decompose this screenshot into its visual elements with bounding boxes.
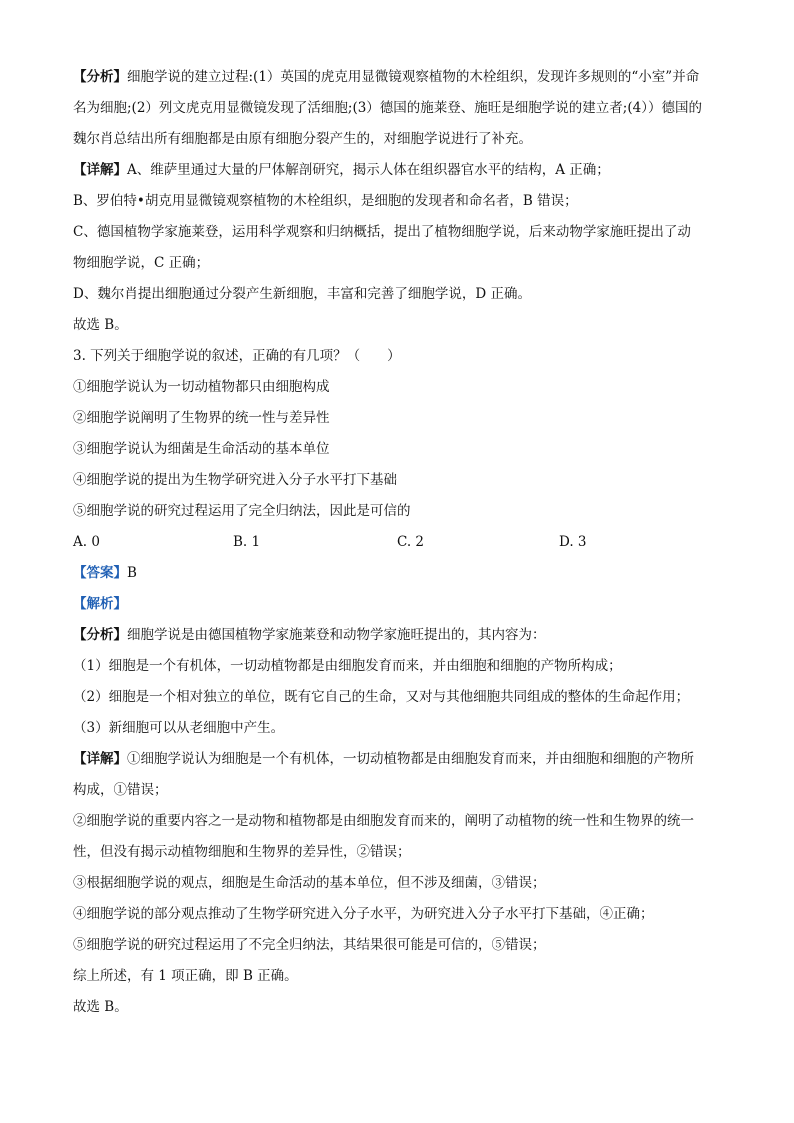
explanation-label: 【解析】	[73, 596, 127, 612]
q3-detail-3: ③根据细胞学说的观点，细胞是生命活动的基本单位，但不涉及细菌，③错误；	[73, 875, 546, 891]
q3-analysis	[73, 620, 725, 651]
q2-detail-line-b: B、罗伯特•胡克用显微镜观察植物的木栓组织，是细胞的发现者和命名者，B 错误；	[73, 193, 578, 209]
q3-conclusion: 故选 B。	[73, 999, 128, 1015]
option-d: D. 3	[559, 534, 587, 550]
q3-analysis-label: 【分析】	[73, 627, 127, 643]
q3-summary: 综上所述，有 1 项正确，即 B 正确。	[73, 968, 298, 984]
q3-point-2: （2）细胞是一个相对独立的单位，既有它自己的生命，又对与其他细胞共同组成的整体的生命起作用；	[73, 689, 690, 705]
option-a: A. 0	[73, 534, 100, 550]
q3-detail-2b: 性，但没有揭示动植物细胞和生物界的差异性，②错误；	[73, 844, 411, 860]
q3-options	[73, 527, 725, 558]
q2-analysis-line-2: 名为细胞;(2）列文虎克用显微镜发现了活细胞;(3）德国的施莱登、施旺是细胞学说的建立者;(4））德国的	[73, 100, 702, 116]
q3-point-1: （1）细胞是一个有机体，一切动植物都是由细胞发育而来，并由细胞和细胞的产物所构成；	[73, 658, 622, 674]
option-c: C. 2	[397, 534, 425, 550]
q3-analysis-text: 细胞学说是由德国植物学家施莱登和动物学家施旺提出的，其内容为：	[127, 627, 546, 643]
q2-analysis-line-3: 魏尔肖总结出所有细胞都是由原有细胞分裂产生的，对细胞学说进行了补充。	[73, 131, 532, 147]
document-page	[73, 62, 725, 1023]
answer-value: B	[127, 565, 137, 581]
q3-detail-2a: ②细胞学说的重要内容之一是动物和植物都是由细胞发育而来的，阐明了动植物的统一性和生物界的统一	[73, 813, 694, 829]
analysis-label: 【分析】	[73, 69, 127, 85]
q3-answer	[73, 558, 725, 589]
q3-statement-3: ③细胞学说认为细菌是生命活动的基本单位	[73, 441, 330, 457]
q3-stem: 3. 下列关于细胞学说的叙述，正确的有几项？（ ）	[73, 348, 401, 364]
q3-detail-4: ④细胞学说的部分观点推动了生物学研究进入分子水平，为研究进入分子水平打下基础，④正确；	[73, 906, 654, 922]
q2-detail-line-d: D、魏尔肖提出细胞通过分裂产生新细胞，丰富和完善了细胞学说，D 正确。	[73, 286, 531, 302]
detail-text-a: A、维萨里通过大量的尸体解剖研究，揭示人体在组织器官水平的结构，A 正确；	[127, 162, 610, 178]
q2-detail-line-c2: 物细胞学说，C 正确；	[73, 255, 210, 271]
option-b: B. 1	[233, 534, 261, 550]
q3-point-3: （3）新细胞可以从老细胞中产生。	[73, 720, 285, 736]
q2-analysis-line-1	[73, 62, 725, 93]
detail-label: 【详解】	[73, 162, 127, 178]
q3-statement-5: ⑤细胞学说的研究过程运用了完全归纳法，因此是可信的	[73, 503, 411, 519]
q3-detail-text-1a: ①细胞学说认为细胞是一个有机体，一切动植物都是由细胞发育而来，并由细胞和细胞的产物所	[127, 751, 694, 767]
q3-detail-5: ⑤细胞学说的研究过程运用了不完全归纳法，其结果很可能是可信的，⑤错误；	[73, 937, 546, 953]
q2-detail-line-c1: C、德国植物学家施莱登，运用科学观察和归纳概括，提出了植物细胞学说，后来动物学家施旺提出了动	[73, 224, 691, 240]
q3-statement-4: ④细胞学说的提出为生物学研究进入分子水平打下基础	[73, 472, 397, 488]
q3-statement-2: ②细胞学说阐明了生物界的统一性与差异性	[73, 410, 330, 426]
q2-conclusion: 故选 B。	[73, 317, 128, 333]
q3-detail-1b: 构成，①错误；	[73, 782, 168, 798]
q2-detail-line-a	[73, 155, 725, 186]
analysis-text: 细胞学说的建立过程:(1）英国的虎克用显微镜观察植物的木栓组织，发现许多规则的“小室”并命	[127, 69, 700, 85]
answer-label: 【答案】	[73, 565, 127, 581]
q3-detail-label: 【详解】	[73, 751, 127, 767]
q3-statement-1: ①细胞学说认为一切动植物都只由细胞构成	[73, 379, 330, 395]
q3-detail-1a	[73, 744, 725, 775]
q3-explanation-heading	[73, 589, 725, 620]
